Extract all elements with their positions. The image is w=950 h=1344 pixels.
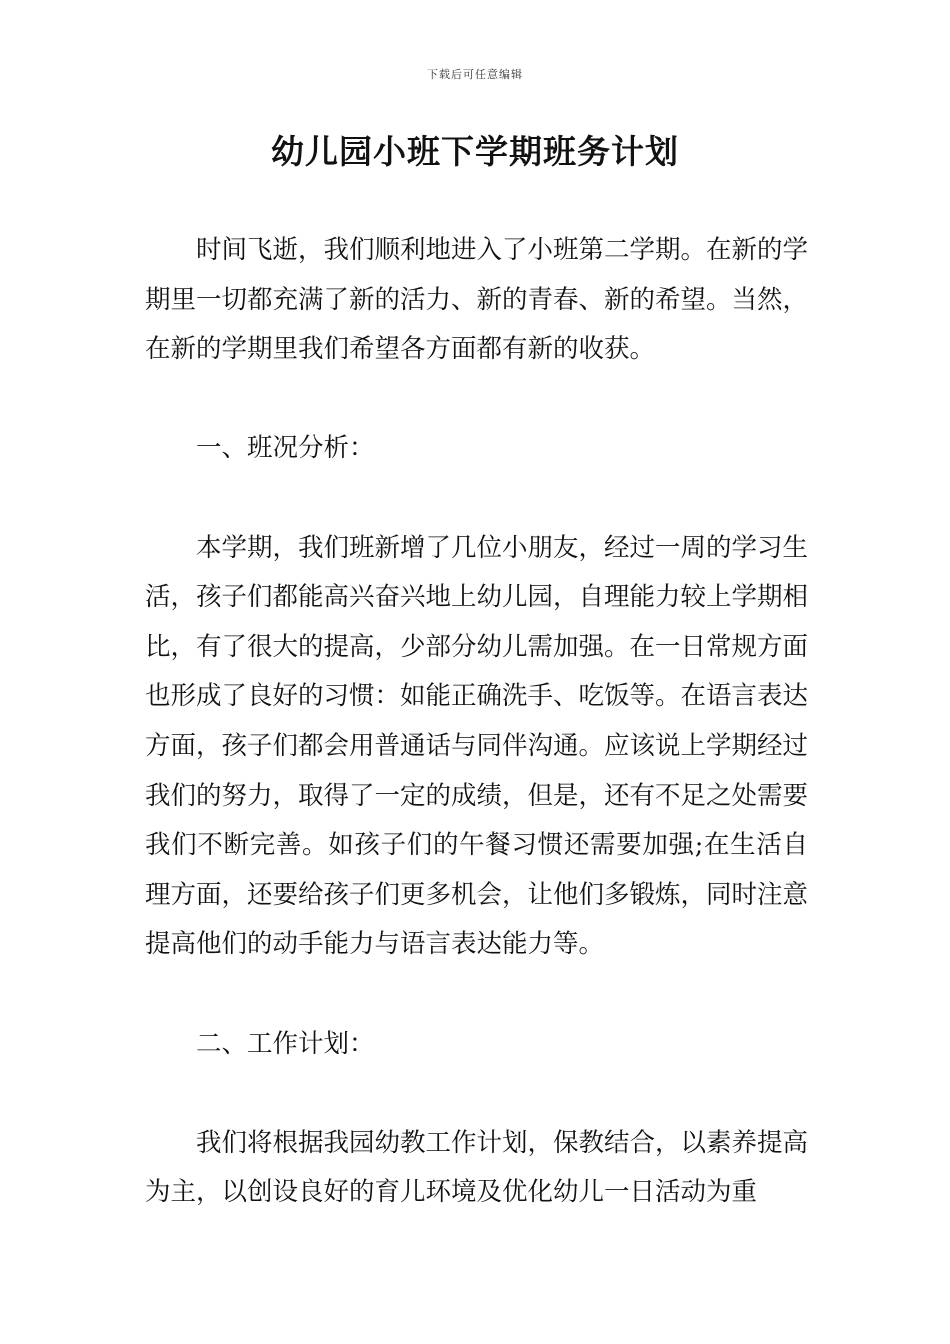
class-analysis-paragraph: 本学期，我们班新增了几位小朋友，经过一周的学习生活，孩子们都能高兴奋兴地上幼儿园，自理能力较上学期相比，有了很大的提高，少部分幼儿需加强。在一日常规方面也形成了良好的习惯：如能正确洗手、吃饭等。在语言表达方面，孩子们都会用普通话与同伴沟通。应该说上学期经过我们的努力，取得了一定的成绩，但是，还有不足之处需要我们不断完善。如孩子们的午餐习惯还需要加强;在生活自理方面，还要给孩子们更多机会，让他们多锻炼，同时注意提高他们的动手能力与语言表达能力等。: [145, 532, 809, 960]
section-heading-class-analysis: 一、班况分析：: [196, 433, 375, 464]
paragraph-gap: [145, 1069, 808, 1119]
paragraph-gap: [145, 474, 808, 524]
section-heading-work-plan: 二、工作计划：: [196, 1028, 375, 1059]
document-body: [145, 226, 808, 1218]
work-plan-paragraph: 我们将根据我园幼教工作计划，保教结合，以素养提高为主，以创设良好的育儿环境及优化幼儿一日活动为重: [145, 1127, 809, 1208]
header-note: 下载后可任意编辑: [427, 68, 523, 81]
paragraph-gap: [145, 970, 808, 1020]
paragraph-gap: [145, 375, 808, 425]
intro-paragraph: 时间飞逝，我们顺利地进入了小班第二学期。在新的学期里一切都充满了新的活力、新的青春、新的希望。当然，在新的学期里我们希望各方面都有新的收获。: [145, 235, 809, 365]
document-title: 幼儿园小班下学期班务计划: [271, 132, 679, 171]
